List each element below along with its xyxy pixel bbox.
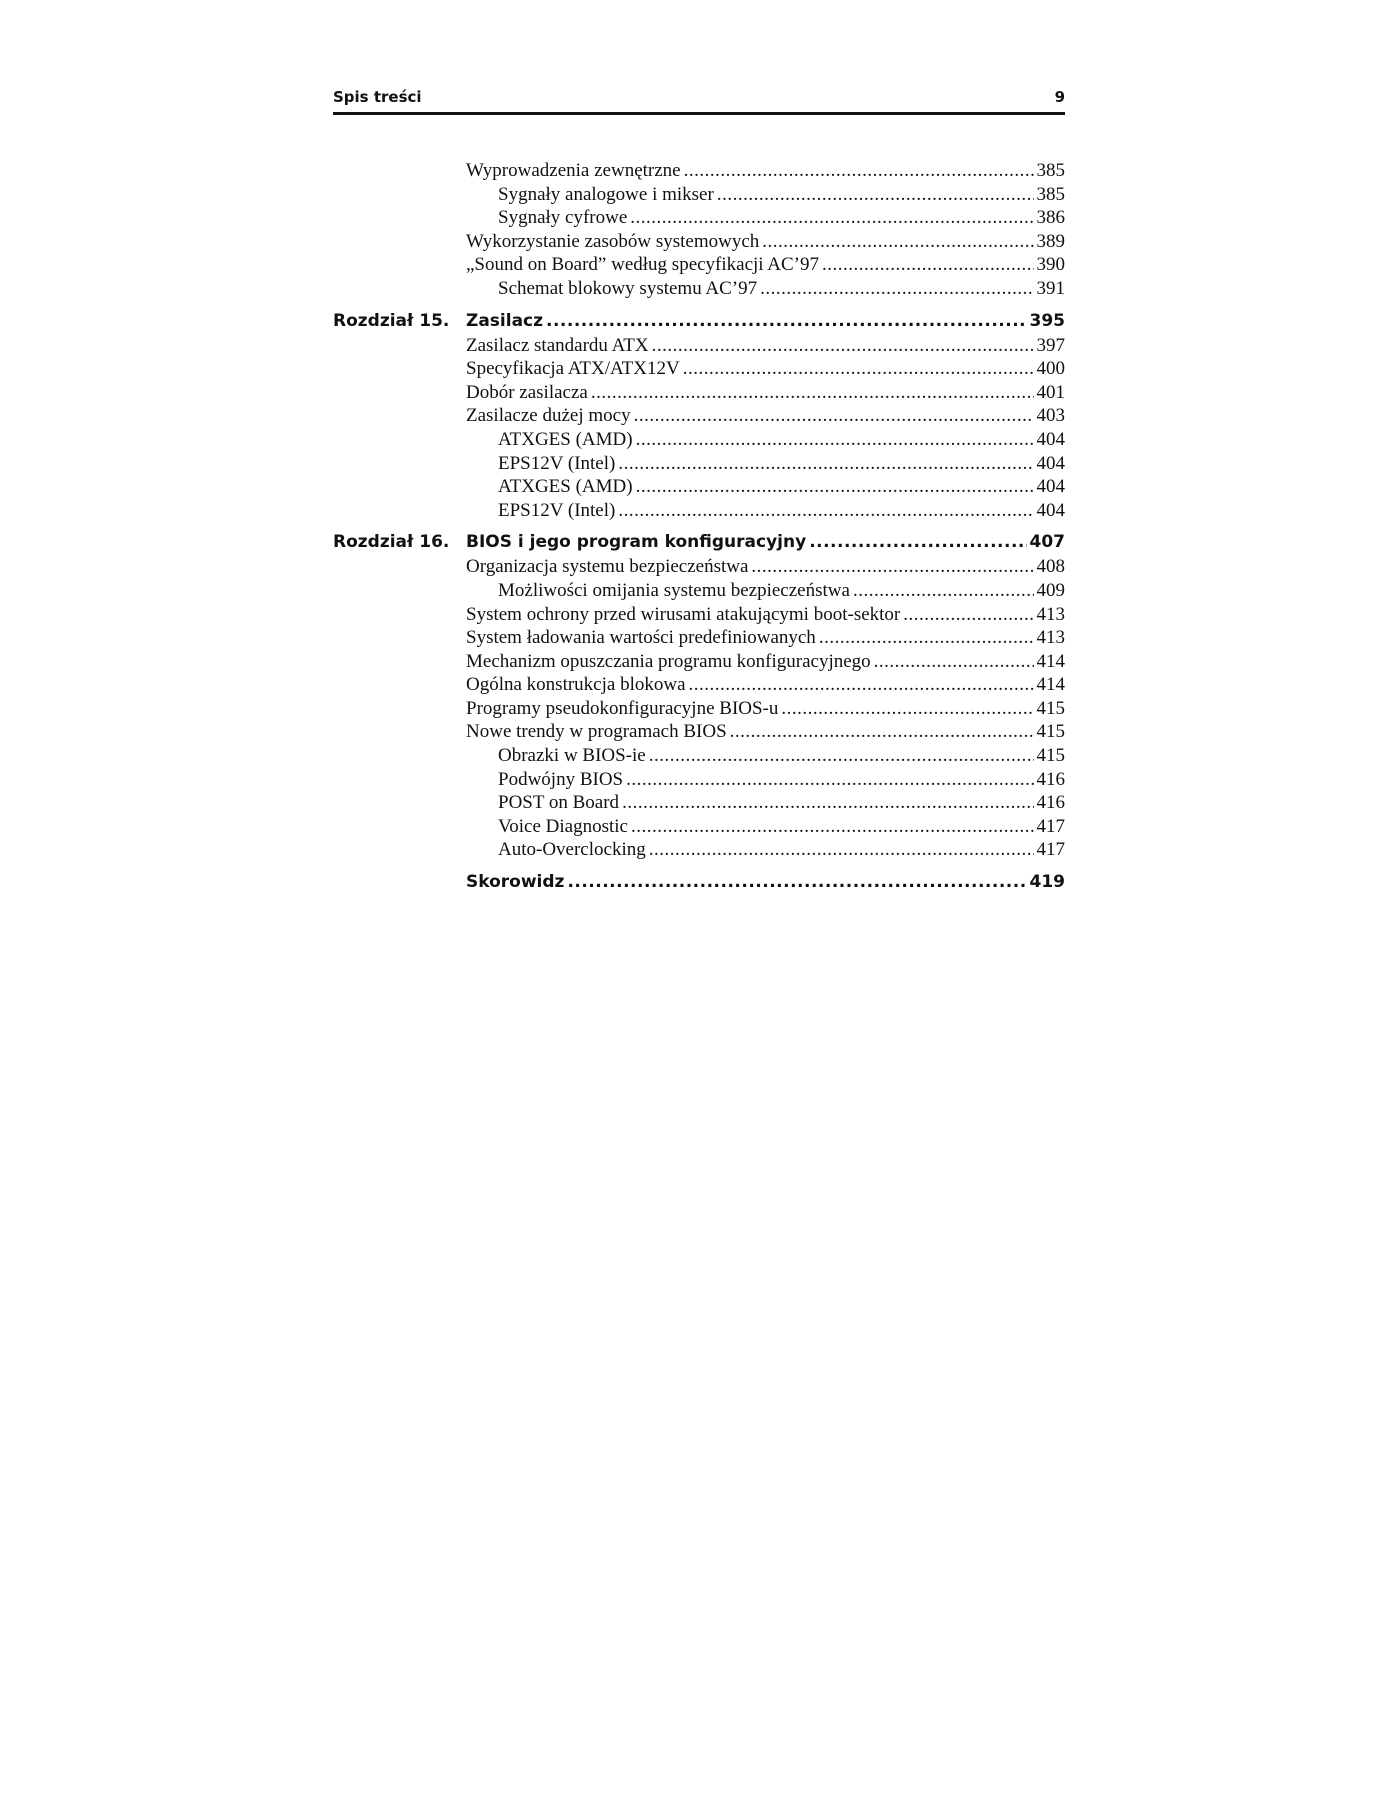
toc-entry xyxy=(466,453,1065,475)
dot-leader xyxy=(622,792,1033,814)
entry-title: Mechanizm opuszczania programu konfiguracyjnego xyxy=(466,650,871,672)
toc-entry xyxy=(466,651,1065,673)
toc-entry xyxy=(466,160,1065,182)
entry-title: Schemat blokowy systemu AC’97 xyxy=(498,277,758,299)
entry-page-number: 416 xyxy=(1036,792,1065,814)
toc-entry-row xyxy=(333,721,1065,745)
dot-leader xyxy=(903,604,1033,626)
toc-entry-row xyxy=(333,278,1065,302)
toc-entry xyxy=(466,278,1065,300)
dot-leader xyxy=(809,532,1026,552)
dot-leader xyxy=(683,358,1034,380)
toc-entry xyxy=(466,476,1065,498)
dot-leader xyxy=(546,311,1026,331)
entry-title: Organizacja systemu bezpieczeństwa xyxy=(466,556,749,578)
dot-leader xyxy=(760,278,1033,300)
toc-entry-row xyxy=(333,627,1065,651)
entry-title: Sygnały cyfrowe xyxy=(498,207,628,229)
dot-leader xyxy=(591,382,1034,404)
entry-page-number: 404 xyxy=(1036,428,1065,450)
header-page-number: 9 xyxy=(1054,88,1065,106)
toc-entry-row xyxy=(333,651,1065,675)
entry-page-number: 407 xyxy=(1029,532,1065,553)
entry-page-number: 397 xyxy=(1036,334,1065,356)
dot-leader xyxy=(618,453,1033,475)
toc-entry xyxy=(466,556,1065,578)
chapter-label: Rozdział 16. xyxy=(333,532,450,553)
toc-entry xyxy=(466,358,1065,380)
entry-page-number: 386 xyxy=(1036,207,1065,229)
toc-entry xyxy=(466,382,1065,404)
entry-title: Dobór zasilacza xyxy=(466,381,588,403)
entry-title: System ochrony przed wirusami atakującymi boot-sektor xyxy=(466,603,901,625)
entry-title: Zasilacz standardu ATX xyxy=(466,334,649,356)
dot-leader xyxy=(649,839,1034,861)
toc-entry-row xyxy=(333,500,1065,524)
toc-entry-row xyxy=(333,382,1065,406)
entry-title: Sygnały analogowe i mikser xyxy=(498,183,714,205)
dot-leader xyxy=(636,476,1034,498)
entry-page-number: 413 xyxy=(1036,603,1065,625)
entry-title: Podwójny BIOS xyxy=(498,768,624,790)
toc-entry-row xyxy=(333,476,1065,500)
toc-entry-row xyxy=(333,207,1065,231)
entry-page-number: 417 xyxy=(1036,839,1065,861)
entry-title: Specyfikacja ATX/ATX12V xyxy=(466,358,680,380)
dot-leader xyxy=(684,160,1034,182)
toc-entry-row xyxy=(333,184,1065,208)
entry-page-number: 417 xyxy=(1036,815,1065,837)
entry-title: Możliwości omijania systemu bezpieczeństwa xyxy=(498,579,850,601)
toc-chapter-row xyxy=(333,311,1065,335)
toc-chapter-row xyxy=(333,532,1065,556)
toc-entry-row xyxy=(333,839,1065,863)
dot-leader xyxy=(874,651,1034,673)
toc-entry-row xyxy=(333,429,1065,453)
entry-title: Auto-Overclocking xyxy=(498,839,646,861)
dot-leader xyxy=(853,580,1034,602)
toc-entry-row xyxy=(333,698,1065,722)
toc-entry xyxy=(466,604,1065,626)
entry-page-number: 400 xyxy=(1036,358,1065,380)
toc-entry xyxy=(466,872,1065,892)
entry-title: BIOS i jego program konfiguracyjny xyxy=(466,532,807,553)
chapter-label: Rozdział 15. xyxy=(333,310,450,331)
toc-entry-row xyxy=(333,792,1065,816)
toc-entry xyxy=(466,429,1065,451)
toc-entry-row xyxy=(333,453,1065,477)
toc-entry-row xyxy=(333,604,1065,628)
entry-title: Zasilacz xyxy=(466,310,544,331)
toc-entry xyxy=(466,698,1065,720)
dot-leader xyxy=(626,769,1033,791)
entry-title: ATXGES (AMD) xyxy=(498,428,633,450)
toc-entry-row xyxy=(333,745,1065,769)
entry-page-number: 414 xyxy=(1036,674,1065,696)
entry-title: Nowe trendy w programach BIOS xyxy=(466,721,727,743)
toc-entry xyxy=(466,500,1065,522)
entry-title: Programy pseudokonfiguracyjne BIOS-u xyxy=(466,697,779,719)
entry-title: POST on Board xyxy=(498,792,620,814)
running-header xyxy=(333,88,1065,115)
dot-leader xyxy=(631,816,1034,838)
toc-entry-row xyxy=(333,335,1065,359)
toc-entry xyxy=(466,627,1065,649)
entry-title: Wykorzystanie zasobów systemowych xyxy=(466,230,760,252)
toc-entry xyxy=(466,311,1065,331)
dot-leader xyxy=(649,745,1034,767)
entry-title: Voice Diagnostic xyxy=(498,815,628,837)
toc-entry xyxy=(466,532,1065,552)
entry-page-number: 414 xyxy=(1036,650,1065,672)
entry-page-number: 404 xyxy=(1036,476,1065,498)
dot-leader xyxy=(730,721,1034,743)
entry-page-number: 415 xyxy=(1036,697,1065,719)
toc-entry xyxy=(466,816,1065,838)
entry-title: ATXGES (AMD) xyxy=(498,476,633,498)
entry-page-number: 404 xyxy=(1036,499,1065,521)
entry-page-number: 401 xyxy=(1036,381,1065,403)
toc-entry xyxy=(466,839,1065,861)
entry-page-number: 390 xyxy=(1036,254,1065,276)
toc-entry-row xyxy=(333,580,1065,604)
dot-leader xyxy=(636,429,1034,451)
toc-entry-row xyxy=(333,405,1065,429)
toc-entry-row xyxy=(333,674,1065,698)
toc-entry xyxy=(466,580,1065,602)
toc-entry xyxy=(466,745,1065,767)
toc-entry-row xyxy=(333,160,1065,184)
entry-page-number: 395 xyxy=(1029,310,1065,331)
dot-leader xyxy=(822,254,1033,276)
toc-entry-row xyxy=(333,358,1065,382)
dot-leader xyxy=(781,698,1033,720)
dot-leader xyxy=(634,405,1034,427)
entry-title: Wyprowadzenia zewnętrzne xyxy=(466,160,681,181)
toc-entry-row xyxy=(333,769,1065,793)
toc-entry xyxy=(466,792,1065,814)
entry-page-number: 391 xyxy=(1036,277,1065,299)
table-of-contents xyxy=(333,160,1065,896)
entry-page-number: 415 xyxy=(1036,721,1065,743)
entry-page-number: 389 xyxy=(1036,230,1065,252)
toc-entry-row xyxy=(333,816,1065,840)
dot-leader xyxy=(717,184,1034,206)
toc-chapter-row xyxy=(333,872,1065,896)
toc-entry xyxy=(466,254,1065,276)
toc-entry-row xyxy=(333,254,1065,278)
entry-title: Obrazki w BIOS-ie xyxy=(498,745,646,767)
entry-page-number: 416 xyxy=(1036,768,1065,790)
entry-page-number: 385 xyxy=(1036,183,1065,205)
dot-leader xyxy=(630,207,1033,229)
toc-entry xyxy=(466,674,1065,696)
dot-leader xyxy=(751,556,1033,578)
toc-entry xyxy=(466,721,1065,743)
toc-entry-row xyxy=(333,556,1065,580)
toc-entry xyxy=(466,335,1065,357)
entry-title: „Sound on Board” według specyfikacji AC’97 xyxy=(466,254,820,276)
dot-leader xyxy=(618,500,1033,522)
toc-entry xyxy=(466,231,1065,253)
entry-title: Zasilacze dużej mocy xyxy=(466,405,631,427)
dot-leader xyxy=(689,674,1034,696)
entry-page-number: 415 xyxy=(1036,745,1065,767)
entry-page-number: 419 xyxy=(1029,872,1065,893)
entry-title: EPS12V (Intel) xyxy=(498,452,616,474)
toc-entry xyxy=(466,769,1065,791)
dot-leader xyxy=(652,335,1034,357)
toc-entry xyxy=(466,405,1065,427)
entry-page-number: 404 xyxy=(1036,452,1065,474)
entry-title: EPS12V (Intel) xyxy=(498,499,616,521)
entry-title: Ogólna konstrukcja blokowa xyxy=(466,674,686,696)
entry-page-number: 409 xyxy=(1036,579,1065,601)
entry-page-number: 385 xyxy=(1036,160,1065,181)
dot-leader xyxy=(567,872,1026,892)
toc-entry xyxy=(466,207,1065,229)
dot-leader xyxy=(819,627,1034,649)
entry-page-number: 413 xyxy=(1036,627,1065,649)
entry-title: Skorowidz xyxy=(466,872,565,893)
entry-title: System ładowania wartości predefiniowanych xyxy=(466,627,816,649)
toc-entry-row xyxy=(333,231,1065,255)
header-title: Spis treści xyxy=(333,88,422,106)
toc-entry xyxy=(466,184,1065,206)
dot-leader xyxy=(762,231,1033,253)
entry-page-number: 408 xyxy=(1036,556,1065,578)
entry-page-number: 403 xyxy=(1036,405,1065,427)
